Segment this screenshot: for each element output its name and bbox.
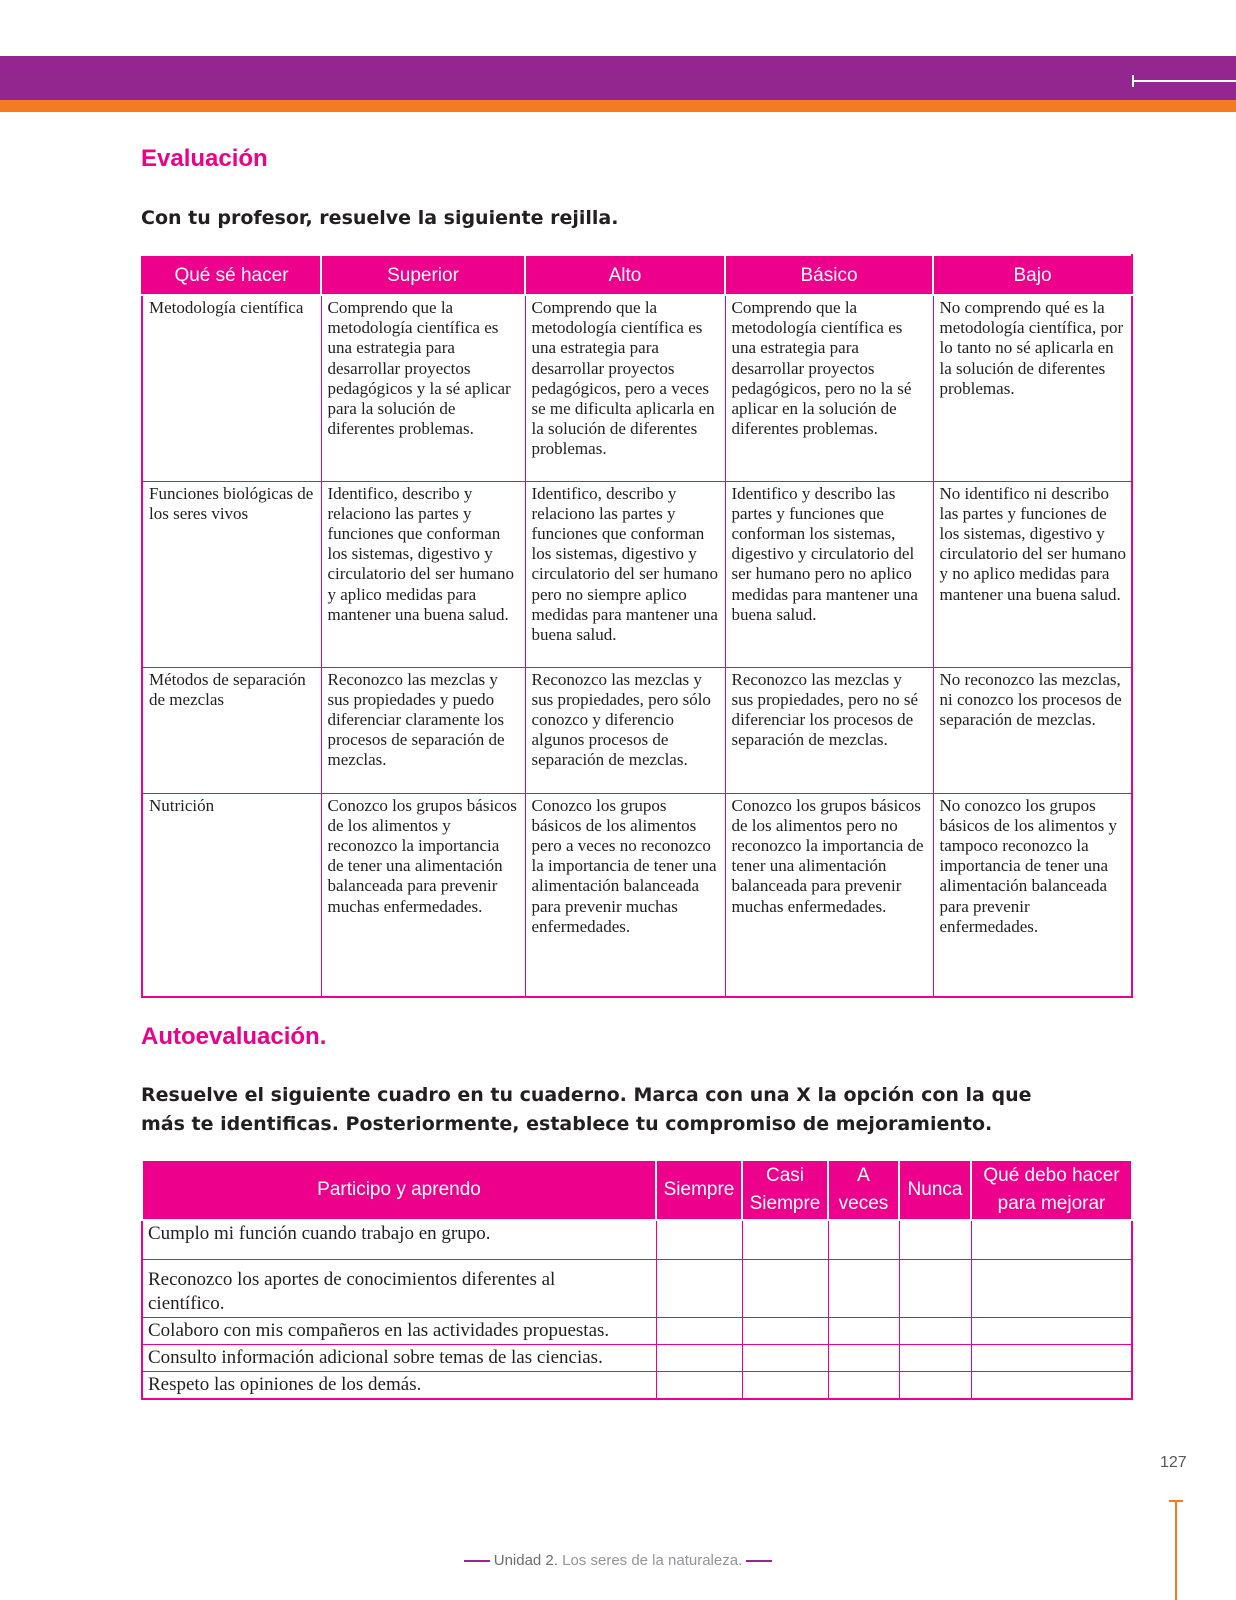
self-option-cell[interactable] [742, 1344, 828, 1371]
self-option-cell[interactable] [899, 1317, 971, 1344]
rubric-row [142, 481, 1132, 667]
rubric-cell: Nutrición [142, 793, 321, 997]
rubric-header-cell: Alto [525, 255, 725, 295]
rubric-header-cell: Bajo [933, 255, 1132, 295]
rubric-cell: No conozco los grupos básicos de los alimentos y tampoco reconozco la importancia de tener una alimentación balanceada para prevenir enfermedades. [933, 793, 1132, 997]
self-header-cell: A veces [828, 1160, 899, 1220]
rubric-cell: Funciones biológicas de los seres vivos [142, 481, 321, 667]
self-option-cell[interactable] [899, 1220, 971, 1259]
header-rule-tick [1132, 75, 1134, 87]
self-option-cell[interactable] [656, 1317, 742, 1344]
footer [0, 1552, 1236, 1569]
header-band [0, 56, 1236, 100]
self-evaluation-instruction: Resuelve el siguiente cuadro en tu cuaderno. Marca con una X la opción con la que más te identificas. Posteriormente, establece tu compromiso de mejoramiento. [141, 1084, 1032, 1135]
footer-unit: Unidad 2. [493, 1552, 558, 1569]
self-header-cell: Nunca [899, 1160, 971, 1220]
rubric-cell: Reconozco las mezclas y sus propiedades, pero sólo conozco y diferencio algunos procesos de separación de mezclas. [525, 667, 725, 793]
rubric-cell: No comprendo qué es la metodología científica, por lo tanto no sé aplicarla en la solución de diferentes problemas. [933, 295, 1132, 481]
self-header-cell: Siempre [656, 1160, 742, 1220]
self-evaluation-table [141, 1159, 1133, 1400]
rubric-cell: Conozco los grupos básicos de los alimentos pero a veces no reconozco la importancia de tener una alimentación balanceada para prevenir muchas enfermedades. [525, 793, 725, 997]
self-improve-cell[interactable] [971, 1317, 1132, 1344]
side-rule [1175, 1502, 1177, 1600]
rubric-header-row [142, 255, 1132, 295]
self-option-cell[interactable] [899, 1259, 971, 1317]
self-option-cell[interactable] [828, 1220, 899, 1259]
self-row [142, 1344, 1132, 1371]
self-option-cell[interactable] [742, 1317, 828, 1344]
self-statement: Respeto las opiniones de los demás. [142, 1371, 656, 1399]
rubric-cell: Conozco los grupos básicos de los alimentos y reconozco la importancia de tener una alimentación balanceada para prevenir muchas enfermedades. [321, 793, 525, 997]
header-rule [1132, 80, 1236, 82]
rubric-cell: Métodos de separación de mezclas [142, 667, 321, 793]
rubric-cell: Conozco los grupos básicos de los alimentos pero no reconozco la importancia de tener una alimentación balanceada para prevenir muchas enfermedades. [725, 793, 933, 997]
self-option-cell[interactable] [656, 1371, 742, 1399]
self-header-cell: Qué debo hacer para mejorar [971, 1160, 1132, 1220]
rubric-cell: Identifico, describo y relaciono las partes y funciones que conforman los sistemas, digestivo y circulatorio del ser humano y aplico medidas para mantener una buena salud. [321, 481, 525, 667]
rubric-cell: Comprendo que la metodología científica es una estrategia para desarrollar proyectos pedagógicos, pero no la sé aplicar en la solución de diferentes problemas. [725, 295, 933, 481]
self-row [142, 1220, 1132, 1259]
self-row [142, 1317, 1132, 1344]
evaluation-instruction: Con tu profesor, resuelve la siguiente rejilla. [141, 207, 619, 229]
self-row [142, 1371, 1132, 1399]
self-statement: Consulto información adicional sobre temas de las ciencias. [142, 1344, 656, 1371]
self-option-cell[interactable] [828, 1317, 899, 1344]
rubric-cell: Identifico, describo y relaciono las partes y funciones que conforman los sistemas, digestivo y circulatorio del ser humano pero no siempre aplico medidas para mantener una buena salud. [525, 481, 725, 667]
rubric-cell: Identifico y describo las partes y funciones que conforman los sistemas, digestivo y circulatorio del ser humano pero no aplico medidas para mantener una buena salud. [725, 481, 933, 667]
self-header-cell: Participo y aprendo [142, 1160, 656, 1220]
self-option-cell[interactable] [742, 1220, 828, 1259]
rubric-cell: No reconozco las mezclas, ni conozco los procesos de separación de mezclas. [933, 667, 1132, 793]
rubric-row [142, 793, 1132, 997]
self-header-cell: Casi Siempre [742, 1160, 828, 1220]
rubric-row [142, 295, 1132, 481]
self-option-cell[interactable] [828, 1371, 899, 1399]
rubric-cell: Reconozco las mezclas y sus propiedades, pero no sé diferenciar los procesos de separación de mezclas. [725, 667, 933, 793]
self-option-cell[interactable] [656, 1220, 742, 1259]
rubric-header-cell: Básico [725, 255, 933, 295]
self-evaluation-title: Autoevaluación. [141, 1023, 327, 1050]
footer-bar-right [746, 1560, 772, 1562]
self-improve-cell[interactable] [971, 1259, 1132, 1317]
self-improve-cell[interactable] [971, 1220, 1132, 1259]
rubric-header-cell: Qué sé hacer [142, 255, 321, 295]
self-option-cell[interactable] [828, 1259, 899, 1317]
page-number: 127 [1160, 1454, 1187, 1471]
self-statement: Cumplo mi función cuando trabajo en grupo. [142, 1220, 656, 1259]
evaluation-title: Evaluación [141, 145, 268, 172]
rubric-cell: No identifico ni describo las partes y funciones de los sistemas, digestivo y circulatorio del ser humano y no aplico medidas para mantener una buena salud. [933, 481, 1132, 667]
self-option-cell[interactable] [828, 1344, 899, 1371]
footer-bar-left [464, 1560, 490, 1562]
self-improve-cell[interactable] [971, 1344, 1132, 1371]
self-row [142, 1259, 1132, 1317]
self-option-cell[interactable] [899, 1371, 971, 1399]
rubric-cell: Comprendo que la metodología científica es una estrategia para desarrollar proyectos pedagógicos y la sé aplicar para la solución de diferentes problemas. [321, 295, 525, 481]
rubric-cell: Reconozco las mezclas y sus propiedades y puedo diferenciar claramente los procesos de separación de mezclas. [321, 667, 525, 793]
self-option-cell[interactable] [742, 1259, 828, 1317]
self-header-row [142, 1160, 1132, 1220]
footer-unit-name: Los seres de la naturaleza. [562, 1552, 743, 1569]
self-improve-cell[interactable] [971, 1371, 1132, 1399]
rubric-cell: Metodología científica [142, 295, 321, 481]
self-option-cell[interactable] [656, 1259, 742, 1317]
self-option-cell[interactable] [656, 1344, 742, 1371]
evaluation-rubric-table [141, 254, 1133, 998]
header-stripe [0, 100, 1236, 112]
rubric-row [142, 667, 1132, 793]
self-statement: Colaboro con mis compañeros en las actividades propuestas. [142, 1317, 656, 1344]
self-option-cell[interactable] [742, 1371, 828, 1399]
self-statement: Reconozco los aportes de conocimientos diferentes al científico. [142, 1259, 656, 1317]
self-option-cell[interactable] [899, 1344, 971, 1371]
rubric-header-cell: Superior [321, 255, 525, 295]
rubric-cell: Comprendo que la metodología científica es una estrategia para desarrollar proyectos pedagógicos, pero a veces se me dificulta aplicarla en la solución de diferentes problemas. [525, 295, 725, 481]
